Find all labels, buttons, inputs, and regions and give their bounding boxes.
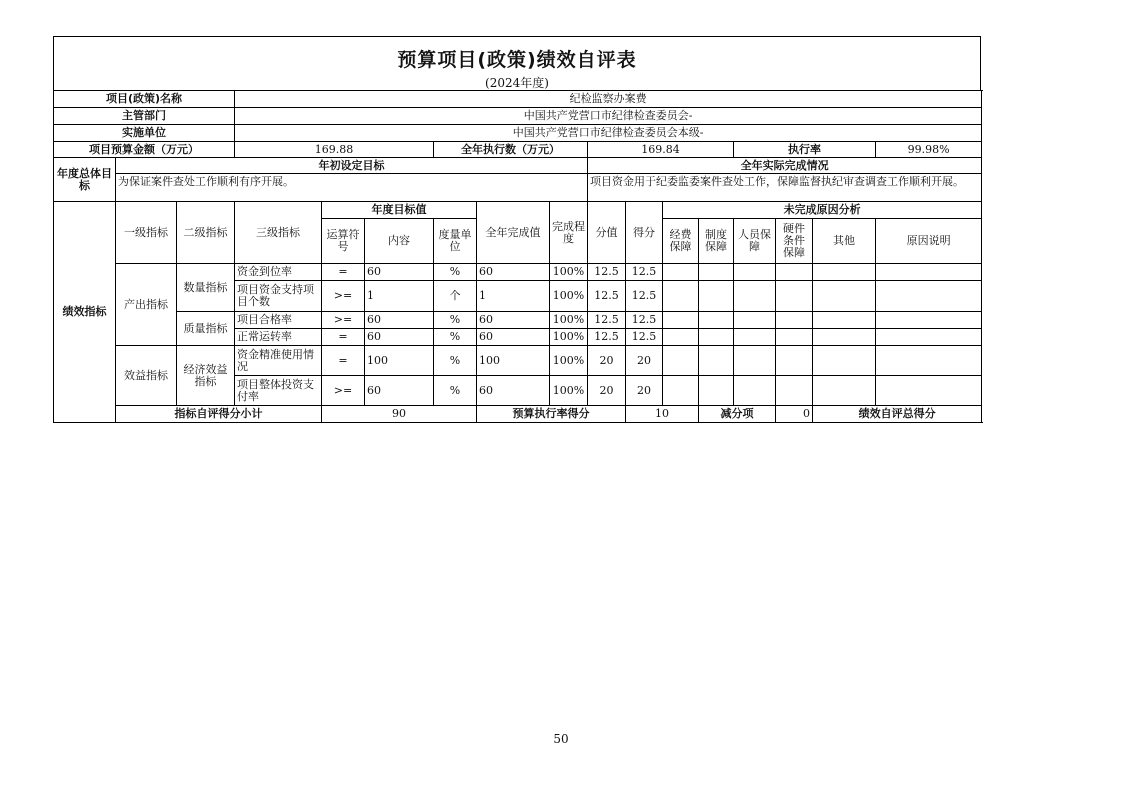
reason-system-cell <box>699 376 734 406</box>
lvl3-cell: 正常运转率 <box>235 329 322 346</box>
rate-value: 99.98% <box>876 142 982 158</box>
reason-system-cell <box>699 312 734 329</box>
reason-fund-cell <box>663 281 699 312</box>
score-cell: 12.5 <box>626 329 663 346</box>
target-group-header: 年度目标值 <box>322 202 477 219</box>
op-cell: >= <box>322 312 365 329</box>
weight-header: 分值 <box>588 202 626 264</box>
unit-value: 中国共产党营口市纪律检查委员会本级- <box>235 125 982 142</box>
actual-cell: 60 <box>477 376 550 406</box>
reason-other-header: 其他 <box>813 219 876 264</box>
reason-other-cell <box>813 346 876 376</box>
table-row <box>54 312 982 329</box>
reason-fund-cell <box>663 346 699 376</box>
actual-goal-text: 项目资金用于纪委监委案件查处工作，保障监督执纪审查调查工作顺利开展。 <box>588 174 982 202</box>
reason-other-cell <box>813 264 876 281</box>
lvl3-cell: 资金精准使用情况 <box>235 346 322 376</box>
reason-group-header: 未完成原因分析 <box>663 202 982 219</box>
actual-cell: 60 <box>477 312 550 329</box>
table-row <box>54 264 982 281</box>
dept-label: 主管部门 <box>54 108 235 125</box>
reason-other-cell <box>813 329 876 346</box>
score-cell: 20 <box>626 376 663 406</box>
actual-goal-header: 全年实际完成情况 <box>588 158 982 174</box>
initial-goal-header: 年初设定目标 <box>116 158 588 174</box>
reason-hardware-cell <box>776 346 813 376</box>
lvl1-output: 产出指标 <box>116 264 177 346</box>
total-score-label: 绩效自评总得分 <box>813 406 982 423</box>
page-title: 预算项目(政策)绩效自评表 <box>397 49 637 71</box>
degree-cell: 100% <box>550 376 588 406</box>
content-cell: 1 <box>365 281 434 312</box>
reason-staff-cell <box>734 312 776 329</box>
lvl1-header: 一级指标 <box>116 202 177 264</box>
actual-cell: 60 <box>477 264 550 281</box>
lvl3-header: 三级指标 <box>235 202 322 264</box>
content-header: 内容 <box>365 219 434 264</box>
unit-cell: % <box>434 312 477 329</box>
table-row <box>54 346 982 376</box>
initial-goal-text: 为保证案件查处工作顺利有序开展。 <box>116 174 588 202</box>
reason-system-cell <box>699 264 734 281</box>
content-cell: 60 <box>365 264 434 281</box>
dept-value: 中国共产党营口市纪律检查委员会- <box>235 108 982 125</box>
lvl3-cell: 项目整体投资支付率 <box>235 376 322 406</box>
op-cell: = <box>322 329 365 346</box>
lvl2-quantity: 数量指标 <box>177 264 235 312</box>
evaluation-table <box>53 90 982 423</box>
unit-cell: % <box>434 346 477 376</box>
degree-header: 完成程度 <box>550 202 588 264</box>
budget-label: 项目预算金额（万元） <box>54 142 235 158</box>
unit-label: 实施单位 <box>54 125 235 142</box>
reason-fund-cell <box>663 264 699 281</box>
reason-hardware-cell <box>776 329 813 346</box>
reason-desc-cell <box>876 264 982 281</box>
project-name-label: 项目(政策)名称 <box>54 91 235 108</box>
actual-cell: 100 <box>477 346 550 376</box>
lvl2-header: 二级指标 <box>177 202 235 264</box>
score-cell: 20 <box>626 346 663 376</box>
unit-cell: % <box>434 329 477 346</box>
exec-value: 169.84 <box>588 142 734 158</box>
degree-cell: 100% <box>550 281 588 312</box>
reason-desc-cell <box>876 329 982 346</box>
lvl2-economic: 经济效益指标 <box>177 346 235 406</box>
content-cell: 60 <box>365 329 434 346</box>
reason-hardware-cell <box>776 264 813 281</box>
unit-cell: % <box>434 376 477 406</box>
weight-cell: 20 <box>588 376 626 406</box>
reason-desc-header: 原因说明 <box>876 219 982 264</box>
reason-other-cell <box>813 376 876 406</box>
content-cell: 60 <box>365 376 434 406</box>
reason-desc-cell <box>876 346 982 376</box>
lvl3-cell: 项目资金支持项目个数 <box>235 281 322 312</box>
lvl3-cell: 项目合格率 <box>235 312 322 329</box>
weight-cell: 12.5 <box>588 264 626 281</box>
reason-staff-cell <box>734 376 776 406</box>
title-box <box>53 36 981 90</box>
reason-staff-cell <box>734 281 776 312</box>
reason-desc-cell <box>876 281 982 312</box>
unit-cell: 个 <box>434 281 477 312</box>
lvl1-benefit: 效益指标 <box>116 346 177 406</box>
op-header: 运算符号 <box>322 219 365 264</box>
lvl2-quality: 质量指标 <box>177 312 235 346</box>
reason-hardware-cell <box>776 376 813 406</box>
degree-cell: 100% <box>550 329 588 346</box>
project-name-value: 纪检监察办案费 <box>235 91 982 108</box>
reason-hardware-cell <box>776 281 813 312</box>
reason-staff-cell <box>734 329 776 346</box>
weight-cell: 20 <box>588 346 626 376</box>
reason-staff-cell <box>734 264 776 281</box>
degree-cell: 100% <box>550 264 588 281</box>
degree-cell: 100% <box>550 346 588 376</box>
reason-fund-cell <box>663 376 699 406</box>
reason-hardware-cell <box>776 312 813 329</box>
goal-section-label: 年度总体目标 <box>54 158 116 202</box>
reason-desc-cell <box>876 376 982 406</box>
reason-system-cell <box>699 281 734 312</box>
deduct-value: 0 <box>776 406 813 423</box>
deduct-label: 减分项 <box>699 406 776 423</box>
op-cell: >= <box>322 281 365 312</box>
rate-label: 执行率 <box>734 142 876 158</box>
page-number: 50 <box>553 732 569 746</box>
unit-cell: % <box>434 264 477 281</box>
reason-system-cell <box>699 346 734 376</box>
evaluation-sheet <box>53 36 981 423</box>
score-cell: 12.5 <box>626 264 663 281</box>
actual-header: 全年完成值 <box>477 202 550 264</box>
content-cell: 60 <box>365 312 434 329</box>
score-cell: 12.5 <box>626 281 663 312</box>
reason-fund-header: 经费保障 <box>663 219 699 264</box>
reason-system-cell <box>699 329 734 346</box>
budget-score-label: 预算执行率得分 <box>477 406 626 423</box>
weight-cell: 12.5 <box>588 329 626 346</box>
degree-cell: 100% <box>550 312 588 329</box>
content-cell: 100 <box>365 346 434 376</box>
lvl3-cell: 资金到位率 <box>235 264 322 281</box>
weight-cell: 12.5 <box>588 312 626 329</box>
weight-cell: 12.5 <box>588 281 626 312</box>
op-cell: >= <box>322 376 365 406</box>
reason-fund-cell <box>663 329 699 346</box>
budget-score-value: 10 <box>626 406 699 423</box>
reason-other-cell <box>813 281 876 312</box>
actual-cell: 60 <box>477 329 550 346</box>
op-cell: = <box>322 264 365 281</box>
op-cell: = <box>322 346 365 376</box>
year-subtitle: (2024年度) <box>485 76 549 90</box>
indicator-section-label: 绩效指标 <box>54 202 116 423</box>
exec-label: 全年执行数（万元） <box>434 142 588 158</box>
budget-value: 169.88 <box>235 142 434 158</box>
reason-staff-cell <box>734 346 776 376</box>
reason-staff-header: 人员保障 <box>734 219 776 264</box>
score-cell: 12.5 <box>626 312 663 329</box>
reason-system-header: 制度保障 <box>699 219 734 264</box>
reason-hardware-header: 硬件条件保障 <box>776 219 813 264</box>
score-header: 得分 <box>626 202 663 264</box>
unit-header: 度量单位 <box>434 219 477 264</box>
reason-other-cell <box>813 312 876 329</box>
reason-fund-cell <box>663 312 699 329</box>
actual-cell: 1 <box>477 281 550 312</box>
reason-desc-cell <box>876 312 982 329</box>
subtotal-label: 指标自评得分小计 <box>116 406 322 423</box>
subtotal-value: 90 <box>322 406 477 423</box>
